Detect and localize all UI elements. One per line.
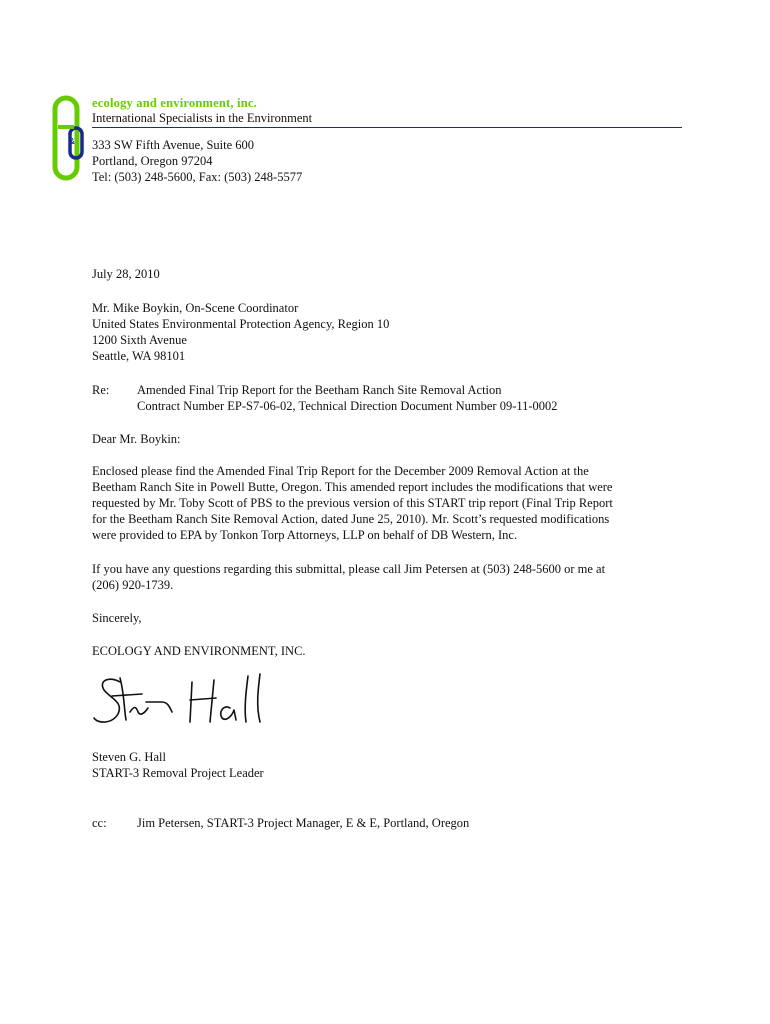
- company-name: ecology and environment, inc.: [92, 96, 257, 110]
- letterhead-divider: [92, 127, 682, 128]
- paragraph-line: (206) 920-1739.: [92, 578, 174, 592]
- recipient-line: United States Environmental Protection Agency, Region 10: [92, 317, 390, 331]
- paragraph-line: requested by Mr. Toby Scott of PBS to the previous version of this START trip report (Final Trip Report: [92, 496, 613, 510]
- recipient-line: 1200 Sixth Avenue: [92, 333, 187, 347]
- address-line: 333 SW Fifth Avenue, Suite 600: [92, 138, 255, 152]
- closing: Sincerely,: [92, 611, 142, 625]
- paragraph-line: were provided to EPA by Tonkon Torp Attorneys, LLP on behalf of DB Western, Inc.: [92, 528, 518, 542]
- signer-title: START-3 Removal Project Leader: [92, 766, 264, 780]
- recipient-address: [92, 300, 389, 364]
- body-paragraph-2: [92, 561, 605, 593]
- re-line: Contract Number EP-S7-06-02, Technical Direction Document Number 09-11-0002: [137, 399, 558, 413]
- re-subject: [137, 382, 558, 414]
- contact-line: Tel: (503) 248-5600, Fax: (503) 248-5577: [92, 170, 303, 184]
- svg-text:&: &: [69, 137, 75, 146]
- signer-block: [92, 749, 264, 781]
- company-tagline: International Specialists in the Environment: [92, 111, 313, 125]
- signer-name: Steven G. Hall: [92, 750, 166, 764]
- recipient-line: Seattle, WA 98101: [92, 349, 186, 363]
- body-paragraph-1: [92, 463, 613, 543]
- handwritten-signature: [90, 672, 280, 732]
- company-logo: [52, 95, 88, 181]
- paragraph-line: for the Beetham Ranch Site Removal Action, dated June 25, 2010). Mr. Scott’s requested modifications: [92, 512, 610, 526]
- cc-recipient: Jim Petersen, START-3 Project Manager, E & E, Portland, Oregon: [137, 816, 470, 830]
- cc-label: cc:: [92, 816, 107, 830]
- paragraph-line: If you have any questions regarding this submittal, please call Jim Petersen at (503) 248-5600 or me at: [92, 562, 606, 576]
- company-address: [92, 137, 302, 185]
- letter-date: July 28, 2010: [92, 267, 160, 281]
- re-label: Re:: [92, 383, 110, 397]
- salutation: Dear Mr. Boykin:: [92, 432, 181, 446]
- signing-organization: ECOLOGY AND ENVIRONMENT, INC.: [92, 644, 306, 658]
- re-line: Amended Final Trip Report for the Beetham Ranch Site Removal Action: [137, 383, 502, 397]
- address-line: Portland, Oregon 97204: [92, 154, 213, 168]
- recipient-line: Mr. Mike Boykin, On-Scene Coordinator: [92, 301, 299, 315]
- paragraph-line: Beetham Ranch Site in Powell Butte, Oregon. This amended report includes the modifications that were: [92, 480, 613, 494]
- paragraph-line: Enclosed please find the Amended Final Trip Report for the December 2009 Removal Action at the: [92, 464, 589, 478]
